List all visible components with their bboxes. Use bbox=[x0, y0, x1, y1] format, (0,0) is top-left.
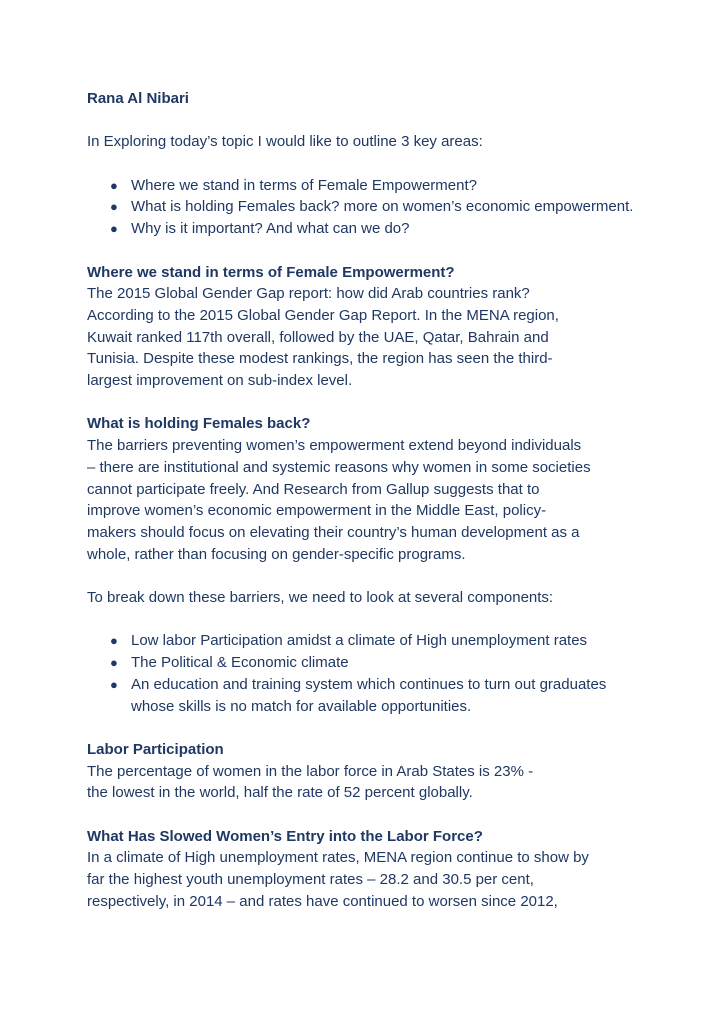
list-item: ● An education and training system which continues to turn out graduates whose skills is no match for available opportunities. bbox=[110, 675, 607, 715]
list-item: ● Where we stand in terms of Female Empowerment? bbox=[87, 175, 647, 197]
paragraph-line: Kuwait ranked 117th overall, followed by the UAE, Qatar, Bahrain and bbox=[87, 328, 549, 346]
bullet-icon: ● bbox=[110, 177, 118, 193]
section-heading: What is holding Females back? bbox=[87, 415, 311, 433]
section-heading: What Has Slowed Women’s Entry into the Labor Force? bbox=[87, 827, 483, 845]
list-item: ● Low labor Participation amidst a climate of High unemployment rates bbox=[87, 630, 647, 652]
paragraph-line: – there are institutional and systemic reasons why women in some societies bbox=[87, 458, 591, 476]
list-item: ● The Political & Economic climate bbox=[87, 652, 647, 674]
paragraph-line: improve women’s economic empowerment in the Middle East, policy- bbox=[87, 502, 547, 520]
components-list bbox=[87, 630, 647, 717]
bullet-icon: ● bbox=[110, 633, 118, 649]
list-item: ● What is holding Females back? more on women’s economic empowerment. bbox=[87, 196, 647, 218]
list-item: ● Why is it important? And what can we do? bbox=[87, 218, 647, 240]
paragraph-line: The barriers preventing women’s empowerment extend beyond individuals bbox=[87, 437, 582, 455]
key-areas-list bbox=[87, 175, 647, 240]
paragraph-line: far the highest youth unemployment rates – 28.2 and 30.5 per cent, bbox=[87, 871, 534, 889]
intro-text: In Exploring today’s topic I would like to outline 3 key areas: bbox=[87, 133, 483, 151]
bullet-icon: ● bbox=[110, 221, 118, 237]
paragraph-line: cannot participate freely. And Research from Gallup suggests that to bbox=[87, 480, 540, 498]
paragraph-line: According to the 2015 Global Gender Gap Report. In the MENA region, bbox=[87, 306, 559, 324]
paragraph-line: respectively, in 2014 – and rates have continued to worsen since 2012, bbox=[87, 892, 558, 910]
paragraph-line: the lowest in the world, half the rate of 52 percent globally. bbox=[87, 784, 473, 802]
paragraph-line: Tunisia. Despite these modest rankings, the region has seen the third- bbox=[87, 350, 553, 368]
paragraph-line: The percentage of women in the labor force in Arab States is 23% - bbox=[87, 762, 534, 780]
bullet-icon: ● bbox=[110, 655, 118, 671]
bullet-icon: ● bbox=[110, 199, 118, 215]
section-heading: Labor Participation bbox=[87, 740, 224, 758]
paragraph-line: largest improvement on sub-index level. bbox=[87, 372, 353, 390]
paragraph-line: makers should focus on elevating their country’s human development as a bbox=[87, 524, 580, 541]
bullet-icon: ● bbox=[110, 676, 118, 692]
section-heading: Where we stand in terms of Female Empowerment? bbox=[87, 263, 455, 281]
paragraph-line: In a climate of High unemployment rates, MENA region continue to show by bbox=[87, 849, 589, 867]
components-intro: To break down these barriers, we need to look at several components: bbox=[87, 589, 554, 607]
paragraph-line: whole, rather than focusing on gender-specific programs. bbox=[87, 545, 466, 563]
document-body bbox=[87, 88, 647, 913]
author-name: Rana Al Nibari bbox=[87, 90, 189, 107]
paragraph-line: The 2015 Global Gender Gap report: how did Arab countries rank? bbox=[87, 285, 530, 303]
